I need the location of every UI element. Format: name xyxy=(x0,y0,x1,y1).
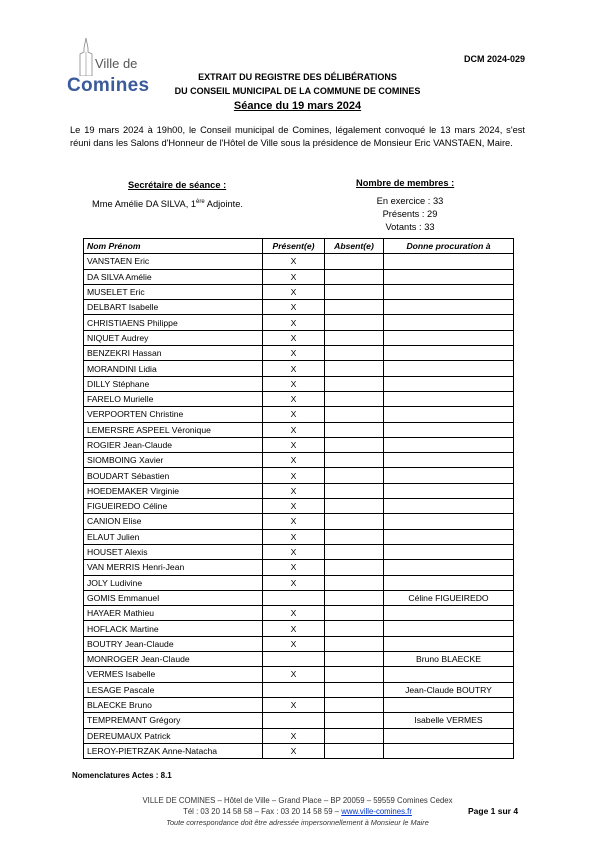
table-row xyxy=(84,621,514,636)
cell-name: DILLY Stéphane xyxy=(84,376,263,391)
nomenclature-note: Nomenclatures Actes : 8.1 xyxy=(72,771,172,780)
cell-absent xyxy=(325,560,384,575)
secretary-ordinal: ère xyxy=(196,199,205,205)
cell-present: X xyxy=(263,407,325,422)
cell-absent xyxy=(325,346,384,361)
col-header-proxy: Donne procuration à xyxy=(384,239,514,254)
cell-absent xyxy=(325,697,384,712)
cell-absent xyxy=(325,269,384,284)
cell-name: FARELO Murielle xyxy=(84,391,263,406)
cell-name: BOUDART Sébastien xyxy=(84,468,263,483)
cell-present: X xyxy=(263,284,325,299)
cell-present: X xyxy=(263,743,325,758)
cell-present: X xyxy=(263,606,325,621)
cell-proxy xyxy=(384,621,514,636)
cell-proxy xyxy=(384,422,514,437)
table-row xyxy=(84,590,514,605)
cell-absent xyxy=(325,330,384,345)
website-link[interactable]: www.ville-comines.fr xyxy=(341,807,412,816)
cell-name: SIOMBOING Xavier xyxy=(84,453,263,468)
attendance-table xyxy=(83,238,514,759)
cell-name: DELBART Isabelle xyxy=(84,300,263,315)
table-row xyxy=(84,499,514,514)
table-row xyxy=(84,667,514,682)
cell-name: HOEDEMAKER Virginie xyxy=(84,483,263,498)
cell-present: X xyxy=(263,453,325,468)
cell-present: X xyxy=(263,422,325,437)
col-header-absent: Absent(e) xyxy=(325,239,384,254)
logo-ville-text: Ville de xyxy=(95,56,138,71)
members-votants: Votants : 33 xyxy=(385,222,435,232)
table-row xyxy=(84,652,514,667)
table-row xyxy=(84,606,514,621)
col-header-name: Nom Prénom xyxy=(84,239,263,254)
table-row xyxy=(84,560,514,575)
cell-absent xyxy=(325,453,384,468)
table-row xyxy=(84,361,514,376)
cell-name: CANION Elise xyxy=(84,514,263,529)
cell-present: X xyxy=(263,346,325,361)
cell-proxy xyxy=(384,483,514,498)
table-row xyxy=(84,376,514,391)
cell-proxy xyxy=(384,269,514,284)
cell-present xyxy=(263,713,325,728)
cell-absent xyxy=(325,667,384,682)
cell-name: BOUTRY Jean-Claude xyxy=(84,636,263,651)
table-row xyxy=(84,483,514,498)
table-row xyxy=(84,437,514,452)
cell-name: DEREUMAUX Patrick xyxy=(84,728,263,743)
cell-absent xyxy=(325,544,384,559)
cell-absent xyxy=(325,468,384,483)
cell-proxy: Céline FIGUEIREDO xyxy=(384,590,514,605)
cell-name: LEROY-PIETRZAK Anne-Natacha xyxy=(84,743,263,758)
cell-proxy xyxy=(384,560,514,575)
cell-present: X xyxy=(263,544,325,559)
cell-name: NIQUET Audrey xyxy=(84,330,263,345)
cell-name: FIGUEIREDO Céline xyxy=(84,499,263,514)
cell-present: X xyxy=(263,391,325,406)
table-row xyxy=(84,713,514,728)
table-header-row xyxy=(84,239,514,254)
cell-proxy xyxy=(384,346,514,361)
cell-proxy xyxy=(384,453,514,468)
cell-present: X xyxy=(263,376,325,391)
cell-proxy xyxy=(384,407,514,422)
cell-proxy xyxy=(384,361,514,376)
cell-name: CHRISTIAENS Philippe xyxy=(84,315,263,330)
cell-name: MUSELET Eric xyxy=(84,284,263,299)
secretary-name xyxy=(92,199,243,209)
cell-present: X xyxy=(263,529,325,544)
cell-proxy xyxy=(384,514,514,529)
cell-present: X xyxy=(263,315,325,330)
cell-proxy: Bruno BLAECKE xyxy=(384,652,514,667)
cell-proxy xyxy=(384,499,514,514)
header-line-2: DU CONSEIL MUNICIPAL DE LA COMMUNE DE COMINES xyxy=(174,86,421,96)
cell-present: X xyxy=(263,697,325,712)
cell-proxy: Jean-Claude BOUTRY xyxy=(384,682,514,697)
cell-present xyxy=(263,590,325,605)
secretary-role: Adjointe. xyxy=(204,199,243,210)
cell-absent xyxy=(325,636,384,651)
table-row xyxy=(84,697,514,712)
cell-proxy xyxy=(384,437,514,452)
cell-present xyxy=(263,652,325,667)
cell-absent xyxy=(325,483,384,498)
cell-present: X xyxy=(263,483,325,498)
footer-correspondence-note: Toute correspondance doit être adressée impersonnellement à Monsieur le Maire xyxy=(166,818,429,827)
table-row xyxy=(84,300,514,315)
cell-absent xyxy=(325,284,384,299)
church-steeple-icon xyxy=(76,38,96,76)
col-header-present: Présent(e) xyxy=(263,239,325,254)
table-row xyxy=(84,682,514,697)
cell-name: HOUSET Alexis xyxy=(84,544,263,559)
table-row xyxy=(84,575,514,590)
cell-present: X xyxy=(263,254,325,269)
cell-present: X xyxy=(263,514,325,529)
cell-absent xyxy=(325,499,384,514)
cell-name: GOMIS Emmanuel xyxy=(84,590,263,605)
cell-proxy xyxy=(384,468,514,483)
cell-name: HOFLACK Martine xyxy=(84,621,263,636)
table-row xyxy=(84,544,514,559)
members-presents: Présents : 29 xyxy=(382,209,438,219)
cell-name: MORANDINI Lidia xyxy=(84,361,263,376)
cell-name: VAN MERRIS Henri-Jean xyxy=(84,560,263,575)
cell-present: X xyxy=(263,667,325,682)
cell-proxy xyxy=(384,667,514,682)
table-row xyxy=(84,407,514,422)
cell-proxy xyxy=(384,529,514,544)
table-row xyxy=(84,529,514,544)
cell-name: LEMERSRE ASPEEL Véronique xyxy=(84,422,263,437)
members-label: Nombre de membres : xyxy=(356,178,455,188)
cell-absent xyxy=(325,254,384,269)
cell-present: X xyxy=(263,330,325,345)
cell-proxy xyxy=(384,330,514,345)
session-title: Séance du 19 mars 2024 xyxy=(233,100,362,112)
cell-present: X xyxy=(263,728,325,743)
table-row xyxy=(84,330,514,345)
table-row xyxy=(84,453,514,468)
cell-absent xyxy=(325,728,384,743)
cell-present: X xyxy=(263,560,325,575)
cell-proxy xyxy=(384,544,514,559)
members-en-exercice: En exercice : 33 xyxy=(376,196,444,206)
cell-name: ELAUT Julien xyxy=(84,529,263,544)
cell-absent xyxy=(325,621,384,636)
cell-name: MONROGER Jean-Claude xyxy=(84,652,263,667)
table-row xyxy=(84,391,514,406)
table-row xyxy=(84,284,514,299)
cell-absent xyxy=(325,652,384,667)
cell-present: X xyxy=(263,361,325,376)
cell-present: X xyxy=(263,636,325,651)
cell-proxy xyxy=(384,315,514,330)
cell-name: VANSTAEN Eric xyxy=(84,254,263,269)
cell-present xyxy=(263,682,325,697)
cell-present: X xyxy=(263,300,325,315)
cell-present: X xyxy=(263,621,325,636)
cell-absent xyxy=(325,529,384,544)
cell-name: BENZEKRI Hassan xyxy=(84,346,263,361)
logo-comines-text: Comines xyxy=(67,75,150,96)
cell-absent xyxy=(325,361,384,376)
cell-absent xyxy=(325,437,384,452)
cell-name: BLAECKE Bruno xyxy=(84,697,263,712)
table-row xyxy=(84,728,514,743)
cell-name: ROGIER Jean-Claude xyxy=(84,437,263,452)
cell-name: JOLY Ludivine xyxy=(84,575,263,590)
footer-address: VILLE DE COMINES – Hôtel de Ville – Grand Place – BP 20059 – 59559 Comines Cedex xyxy=(142,796,453,805)
page-number: Page 1 sur 4 xyxy=(468,806,519,816)
secretary-label: Secrétaire de séance : xyxy=(128,180,227,190)
cell-proxy xyxy=(384,300,514,315)
table-row xyxy=(84,254,514,269)
table-row xyxy=(84,468,514,483)
cell-proxy xyxy=(384,391,514,406)
cell-name: LESAGE Pascale xyxy=(84,682,263,697)
document-reference: DCM 2024-029 xyxy=(463,54,525,64)
cell-absent xyxy=(325,300,384,315)
table-row xyxy=(84,514,514,529)
cell-name: TEMPREMANT Grégory xyxy=(84,713,263,728)
header-line-1: EXTRAIT DU REGISTRE DES DÉLIBÉRATIONS xyxy=(198,72,397,82)
cell-name: DA SILVA Amélie xyxy=(84,269,263,284)
table-row xyxy=(84,636,514,651)
cell-name: VERPOORTEN Christine xyxy=(84,407,263,422)
cell-proxy xyxy=(384,575,514,590)
cell-present: X xyxy=(263,468,325,483)
intro-paragraph: Le 19 mars 2024 à 19h00, le Conseil municipal de Comines, légalement convoqué le 13 mars 2024, s'est réuni dans les Salons d'Honneur de l'Hôtel de Ville sous la présidence de Monsieur Eric VANSTAEN, Maire. xyxy=(70,125,525,148)
footer-phone-fax: Tél : 03 20 14 58 58 – Fax : 03 20 14 58 59 – xyxy=(183,807,342,816)
cell-present: X xyxy=(263,499,325,514)
cell-proxy xyxy=(384,728,514,743)
cell-absent xyxy=(325,575,384,590)
cell-proxy xyxy=(384,284,514,299)
cell-absent xyxy=(325,590,384,605)
cell-absent xyxy=(325,376,384,391)
cell-absent xyxy=(325,713,384,728)
cell-absent xyxy=(325,391,384,406)
cell-absent xyxy=(325,682,384,697)
cell-absent xyxy=(325,606,384,621)
cell-present: X xyxy=(263,269,325,284)
cell-proxy xyxy=(384,743,514,758)
cell-absent xyxy=(325,407,384,422)
cell-present: X xyxy=(263,437,325,452)
table-row xyxy=(84,315,514,330)
cell-absent xyxy=(325,422,384,437)
cell-name: HAYAER Mathieu xyxy=(84,606,263,621)
cell-name: VERMES Isabelle xyxy=(84,667,263,682)
table-row xyxy=(84,422,514,437)
cell-proxy xyxy=(384,254,514,269)
table-row xyxy=(84,743,514,758)
secretary-name-text: Mme Amélie DA SILVA, 1 xyxy=(92,199,197,210)
cell-present: X xyxy=(263,575,325,590)
table-row xyxy=(84,269,514,284)
cell-proxy xyxy=(384,636,514,651)
cell-proxy xyxy=(384,376,514,391)
cell-proxy: Isabelle VERMES xyxy=(384,713,514,728)
cell-absent xyxy=(325,743,384,758)
table-row xyxy=(84,346,514,361)
cell-proxy xyxy=(384,697,514,712)
cell-proxy xyxy=(384,606,514,621)
cell-absent xyxy=(325,315,384,330)
cell-absent xyxy=(325,514,384,529)
